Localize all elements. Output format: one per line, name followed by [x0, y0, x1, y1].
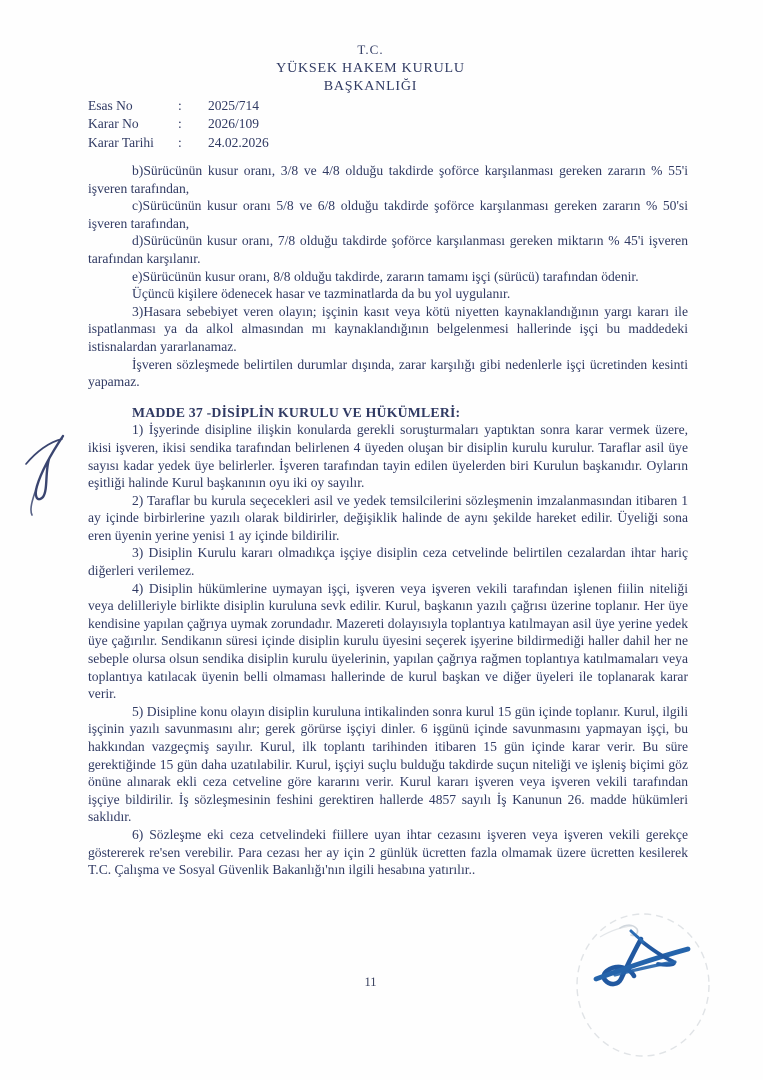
- case-info-row-karar-tarihi: [88, 134, 269, 152]
- article-37-clause-6: 6) Sözleşme eki ceza cetvelindeki fiillere uyan ihtar cezasını işveren veya işveren vekili gerekçe göstererek re'sen verebilir. Para cezası her ay için 2 günlük ücretten fazla olmamak üzere ücretten kesilerek T.C. Çalışma ve Sosyal Güvenlik Bakanlığı'nın ilgili hesabına yatırılır..: [88, 826, 688, 878]
- case-info-row-esas-no: [88, 97, 269, 115]
- clause-third-party: Üçüncü kişilere ödenecek hasar ve tazminatlarda da bu yol uygulanır.: [132, 286, 511, 302]
- case-info-row-karar-no: [88, 115, 269, 133]
- case-info-value: 24.02.2026: [208, 134, 269, 150]
- clause-c: c)Sürücünün kusur oranı 5/8 ve 6/8 olduğu takdirde şoförce karşılanması gereken zararın % 50'si işveren tarafından,: [88, 198, 688, 231]
- letterhead-office-line: BAŞKANLIĞI: [323, 79, 418, 94]
- letterhead: [0, 42, 741, 95]
- case-info-separator: :: [178, 98, 182, 113]
- article-37-clause-5: 5) Disipline konu olayın disiplin kuruluna intikalinden sonra kurul 15 gün içinde toplanır. Kurul, ilgili işçinin yazılı savunmasını alır; gerek görürse işçiyi dinler. 6 işgünü içinde savunmasını yapmayan işçi, bu hakkından vazgeçmiş sayılır. Kurul, ilk toplantı tarihinden itibaren 15 gün içinde karar verir. Bu süre gerektiğinde 15 gün daha uzatılabilir. Kurul, işçiyi suçlu bulduğu takdirde suçun niteliği ve işleniş biçimi göz önüne alınarak ekli ceza cetveline göre kararını verir. Kurul kararı işveren veya işveren vekili tarafından işçiye bildirilir. İş sözleşmesinin feshini gerektiren hallerde 4857 sayılı İş Kanunun 26. madde hükümleri saklıdır.: [88, 703, 688, 825]
- page-number: 11: [364, 975, 377, 989]
- case-info-separator: :: [178, 116, 182, 132]
- case-info-value: 2025/714: [208, 98, 260, 113]
- case-info-separator: :: [178, 134, 182, 150]
- clause-no-deduction: İşveren sözleşmede belirtilen durumlar dışında, zarar karşılığı gibi nedenlerle işçi ücretinden kesinti yapamaz.: [88, 356, 688, 390]
- document-body: [88, 162, 688, 879]
- letterhead-tc-line: T.C.: [357, 42, 384, 57]
- case-info-label: Karar Tarihi: [88, 134, 154, 150]
- article-37-clause-1: 1) İşyerinde disipline ilişkin konularda gerekli soruşturmaları yaptıktan sonra karar vermek üzere, ikisi işveren, ikisi sendika tarafından belirlenen 4 üyeden oluşan bir disiplin kurulu kurulur. Taraflar asil üye sayısı kadar yedek üye belirlerler. İşveren tarafından tayin edilen üyelerden biri Kurulun başkanıdır. Oyların eşitliği halinde Kurul başkanının oyu iki oy sayılır.: [88, 422, 688, 491]
- handwritten-initial-icon: [14, 424, 76, 522]
- case-info-label: Karar No: [88, 116, 139, 132]
- article-37-clause-2: 2) Taraflar bu kurula seçecekleri asil ve yedek temsilcilerini sözleşmenin imzalanmasından itibaren 1 ay içinde birbirlerine yazılı olarak bildirirler, değişiklik halinde de aynı şekilde hareket edilir. Üyeliği sona eren üyenin yerine yenisi 1 ay içinde bildirilir.: [88, 492, 688, 543]
- case-info-block: [88, 97, 269, 152]
- clause-d: d)Sürücünün kusur oranı, 7/8 olduğu takdirde şoförce karşılanması gereken miktarın % 45'i işveren tarafından karşılanır.: [88, 233, 688, 266]
- case-info-label: Esas No: [88, 98, 133, 113]
- article-37-clause-4: 4) Disiplin hükümlerine uymayan işçi, işveren veya işveren vekili tarafından işlenen fiilin niteliği veya delilleriyle birlikte disiplin kuruluna sevk edilir. Kurul, başkanın yazılı çağrısı üzerine toplanır. Her üye kendisine yapılan çağrıya uymak zorundadır. Mazereti dolayısıyla toplantıya katılmayan asil üye yerine yedek üye çağırılır. Sendikanın süresi içinde disiplin kurulu üyesini seçerek işyerine bildirmediği haller dahil her ne sebeple olursa olsun sendika disiplin kurulu üyelerinin, yapılan çağrıya rağmen toplantıya katılmamaları veya toplantıya katılacak üyenin belli olmaması hallerinde de kurul başkan ve diğer üyeleri ile toplanarak karar verir.: [88, 580, 688, 702]
- clause-b: b)Sürücünün kusur oranı, 3/8 ve 4/8 olduğu takdirde şoförce karşılanması gereken zararın % 55'i işveren tarafından,: [88, 163, 688, 196]
- clause-3: 3)Hasara sebebiyet veren olayın; işçinin kasıt veya kötü niyetten kaynaklandığının yargı kararı ile ispatlanması ya da alkol almasından mı kaynaklandığının belgelenmesi hallerinde işçi bu maddedeki istisnalardan yararlanamaz.: [88, 303, 688, 354]
- clause-e: e)Sürücünün kusur oranı, 8/8 olduğu takdirde, zararın tamamı işçi (sürücü) tarafından ödenir.: [132, 268, 639, 284]
- article-37-clause-3: 3) Disiplin Kurulu kararı olmadıkça işçiye disiplin ceza cetvelinde belirtilen cezalardan ihtar hariç diğerleri verilemez.: [88, 545, 688, 579]
- case-info-value: 2026/109: [208, 116, 260, 132]
- letterhead-institution-line: YÜKSEK HAKEM KURULU: [276, 61, 465, 76]
- article-37-heading: MADDE 37 -DİSİPLİN KURULU VE HÜKÜMLERİ:: [132, 404, 461, 420]
